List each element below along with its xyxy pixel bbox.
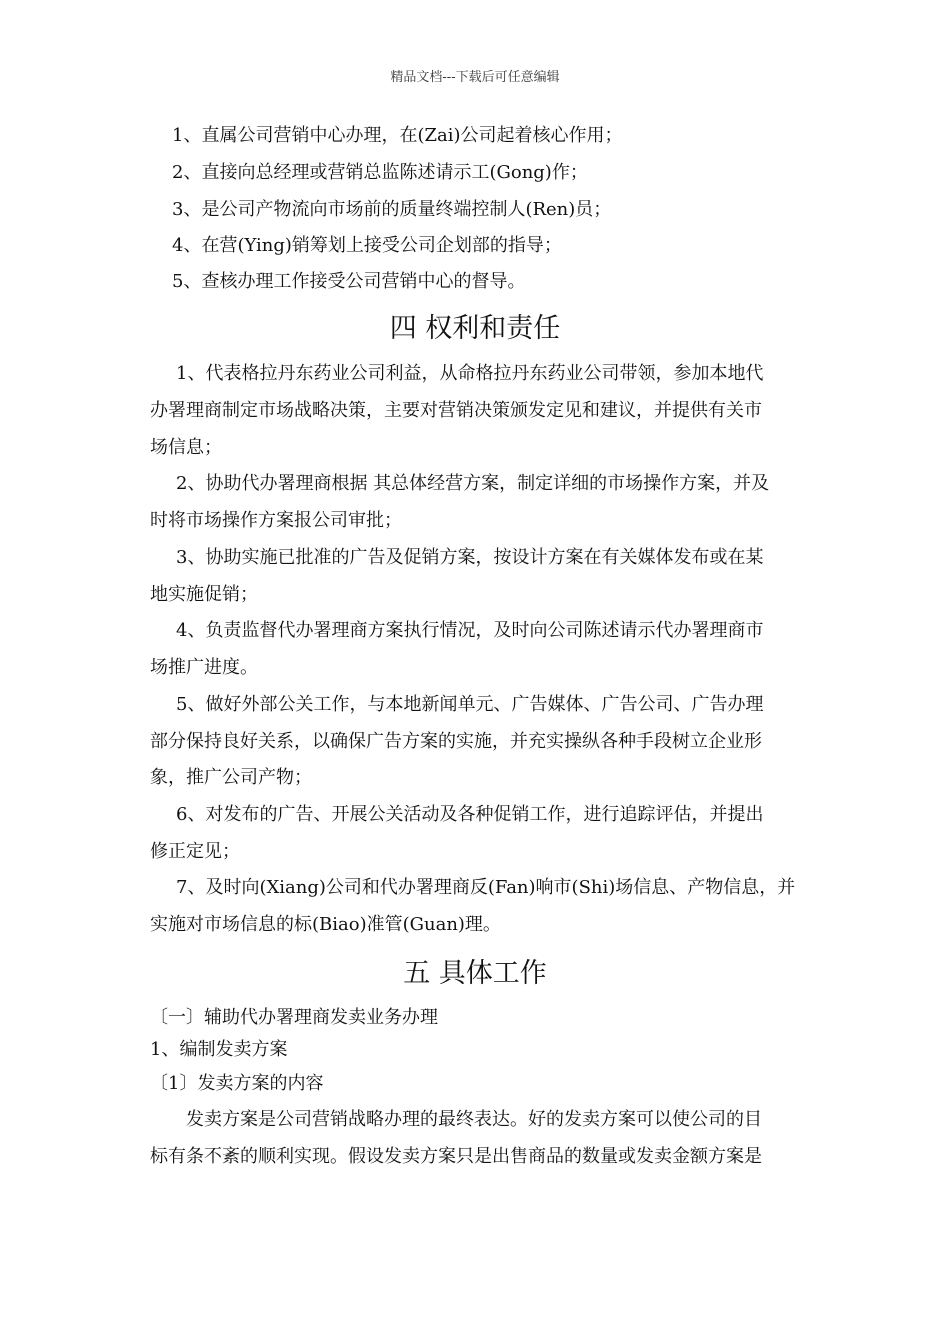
s5-para-line-2: 标有条不紊的顺利实现。假设发卖方案只是出售商品的数量或发卖金额方案是 [150,1146,762,1167]
s4-para-2-line-2: 时将市场操作方案报公司审批； [150,510,402,531]
s4-para-7-line-2: 实施对市场信息的标(Biao)准管(Guan)理。 [150,914,501,935]
s5-para-line-1: 发卖方案是公司营销战略办理的最终表达。好的发卖方案可以使公司的目 [186,1109,762,1130]
s5-subheading-2: 1、编制发卖方案 [150,1039,288,1060]
s4-para-4-line-2: 场推广进度。 [150,657,258,678]
intro-item: 4、在营(Ying)销筹划上接受公司企划部的指导； [172,235,562,256]
intro-item: 2、直接向总经理或营销总监陈述请示工(Gong)作； [172,162,588,183]
intro-item: 5、查核办理工作接受公司营销中心的督导。 [172,271,526,292]
s5-subheading-1: 〔一〕辅助代办署理商发卖业务办理 [150,1007,438,1028]
s4-para-5-line-3: 象，推广公司产物； [150,767,312,788]
intro-item: 1、直属公司营销中心办理，在(Zai)公司起着核心作用； [172,125,623,146]
intro-item: 3、是公司产物流向市场前的质量终端控制人(Ren)员； [172,199,612,220]
s4-para-1-line-1: 1、代表格拉丹东药业公司利益，从命格拉丹东药业公司带领，参加本地代 [176,363,764,384]
s4-para-7-line-1: 7、及时向(Xiang)公司和代办署理商反(Fan)响市(Shi)场信息、产物信息，并 [176,877,796,898]
s4-para-2-line-1: 2、协助代办署理商根据 其总体经营方案，制定详细的市场操作方案，并及 [176,473,770,494]
s4-para-3-line-1: 3、协助实施已批准的广告及促销方案，按设计方案在有关媒体发布或在某 [176,547,764,568]
section-4-title: 四 权利和责任 [389,313,561,344]
s4-para-1-line-2: 办署理商制定市场战略决策，主要对营销决策颁发定见和建议，并提供有关市 [150,400,762,421]
s4-para-4-line-1: 4、负责监督代办署理商方案执行情况，及时向公司陈述请示代办署理商市 [176,620,764,641]
s4-para-5-line-1: 5、做好外部公关工作，与本地新闻单元、广告媒体、广告公司、广告办理 [176,694,764,715]
s4-para-5-line-2: 部分保持良好关系，以确保广告方案的实施，并充实操纵各种手段树立企业形 [150,731,762,752]
s4-para-6-line-1: 6、对发布的广告、开展公关活动及各种促销工作，进行追踪评估，并提出 [176,804,764,825]
s4-para-3-line-2: 地实施促销； [150,584,258,605]
section-5-title: 五 具体工作 [403,958,547,989]
page-header: 精品文档---下载后可任意编辑 [390,70,560,85]
s4-para-6-line-2: 修正定见； [150,841,240,862]
s4-para-1-line-3: 场信息； [150,437,222,458]
s5-subheading-3: 〔1〕发卖方案的内容 [150,1073,324,1094]
